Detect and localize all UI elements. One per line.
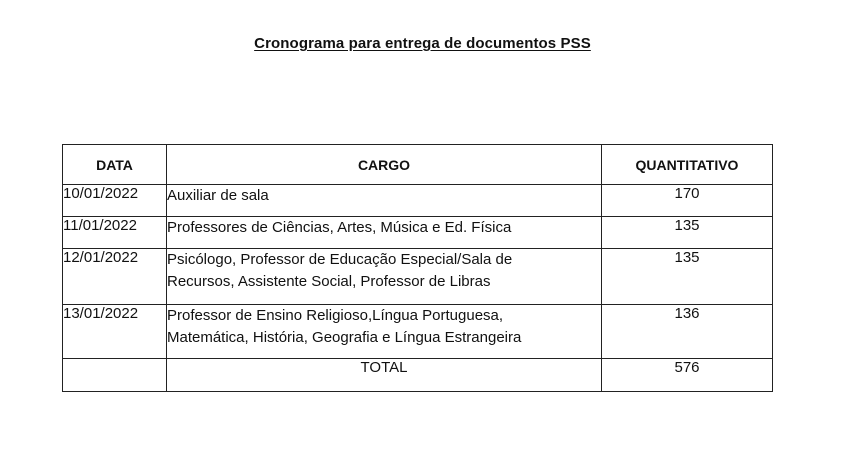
total-label: TOTAL <box>167 359 602 392</box>
header-cargo: CARGO <box>167 145 602 185</box>
row-cargo <box>167 217 602 249</box>
table-row <box>63 249 773 305</box>
table-row <box>63 305 773 359</box>
row-date: 13/01/2022 <box>63 305 167 359</box>
row-date: 11/01/2022 <box>63 217 167 249</box>
row-quantitativo: 135 <box>602 249 773 305</box>
row-quantitativo: 136 <box>602 305 773 359</box>
table-row <box>63 185 773 217</box>
table-row <box>63 217 773 249</box>
cargo-line: Professores de Ciências, Artes, Música e Ed. Física <box>167 219 512 236</box>
table-header-row <box>63 145 773 185</box>
document-title: Cronograma para entrega de documentos PSS <box>254 35 591 52</box>
total-empty-cell <box>63 359 167 392</box>
row-date: 10/01/2022 <box>63 185 167 217</box>
row-quantitativo: 170 <box>602 185 773 217</box>
cargo-line: Professor de Ensino Religioso,Língua Portuguesa, <box>167 307 504 324</box>
total-row <box>63 359 773 392</box>
header-data: DATA <box>63 145 167 185</box>
total-value: 576 <box>602 359 773 392</box>
schedule-table <box>62 144 773 392</box>
row-cargo <box>167 305 602 359</box>
row-quantitativo: 135 <box>602 217 773 249</box>
cargo-line: Auxiliar de sala <box>167 187 269 204</box>
row-cargo <box>167 185 602 217</box>
row-date: 12/01/2022 <box>63 249 167 305</box>
cargo-line: Psicólogo, Professor de Educação Especial/Sala de <box>167 251 513 268</box>
header-quantitativo: QUANTITATIVO <box>602 145 773 185</box>
row-cargo <box>167 249 602 305</box>
cargo-line: Matemática, História, Geografia e Língua Estrangeira <box>167 329 522 346</box>
cargo-line: Recursos, Assistente Social, Professor de Libras <box>167 273 491 290</box>
